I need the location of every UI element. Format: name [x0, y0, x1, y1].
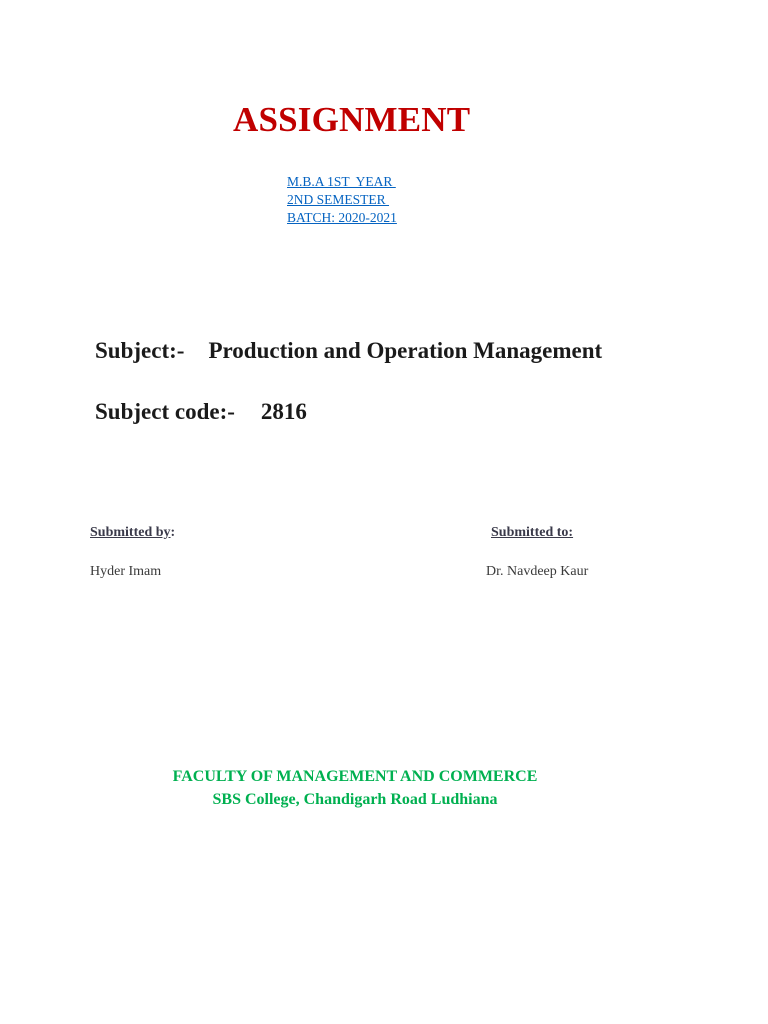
submitted-by-label-text: Submitted by: [90, 525, 171, 540]
document-title: ASSIGNMENT: [233, 100, 471, 139]
course-info: [287, 173, 397, 227]
subject-label: Subject:-: [95, 338, 185, 363]
course-semester-link[interactable]: 2ND SEMESTER: [287, 192, 390, 207]
subject-row: [95, 338, 602, 364]
course-year-link[interactable]: M.B.A 1ST YEAR: [287, 174, 396, 189]
submitted-to-label: [491, 525, 573, 541]
college-address: SBS College, Chandigarh Road Ludhiana: [212, 791, 498, 808]
subject-code-label: Subject code:-: [95, 399, 235, 424]
subject-value: Production and Operation Management: [208, 338, 603, 363]
submitted-by-colon: :: [170, 525, 176, 540]
faculty-name: FACULTY OF MANAGEMENT AND COMMERCE: [172, 768, 538, 785]
course-batch-link[interactable]: BATCH: 2020-2021: [287, 210, 397, 225]
subject-code-value: 2816: [260, 399, 307, 424]
subject-code-row: [95, 399, 307, 425]
submitted-by-label: [90, 525, 175, 541]
submitted-by-name: Hyder Imam: [90, 564, 162, 579]
submitted-to-label-text: Submitted to:: [491, 525, 574, 540]
submitted-to-name: Dr. Navdeep Kaur: [486, 564, 589, 579]
